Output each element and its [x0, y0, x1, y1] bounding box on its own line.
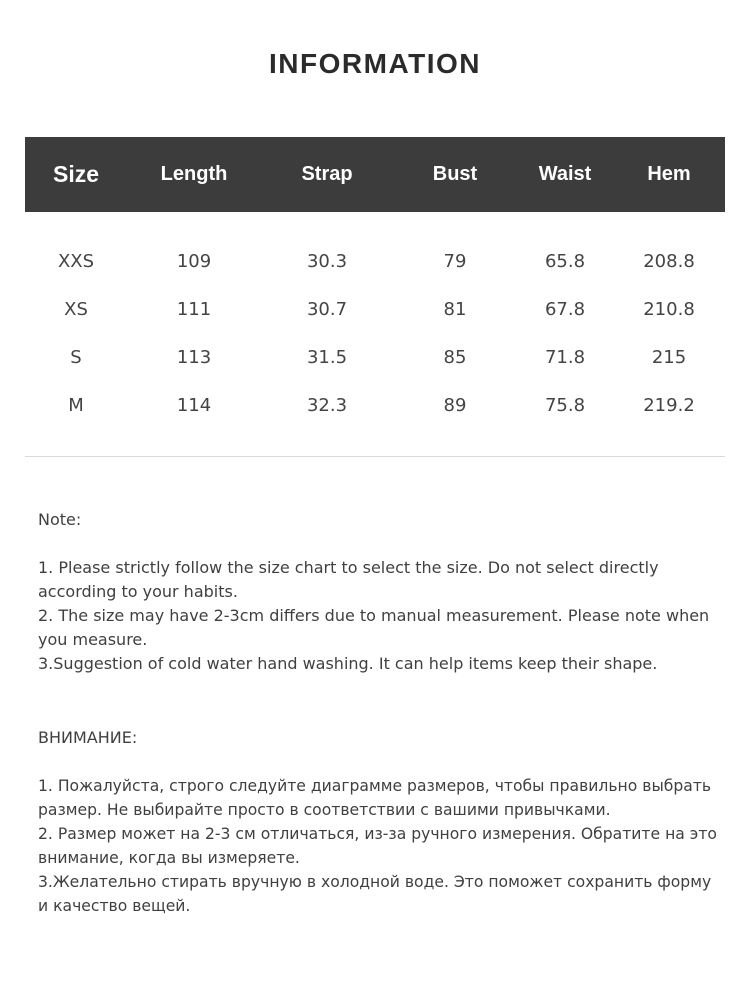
cell-hem: 208.8 — [643, 250, 695, 272]
cell-bust: 89 — [443, 394, 467, 416]
table-row — [25, 237, 725, 285]
cell-waist: 75.8 — [544, 394, 586, 416]
cell-size: XXS — [57, 250, 95, 272]
header-size: Size — [52, 161, 100, 187]
header-bust: Bust — [432, 163, 478, 185]
cell-strap: 31.5 — [306, 346, 348, 368]
table-header-row — [25, 137, 725, 212]
notes-heading: ВНИМАНИЕ: — [38, 728, 138, 747]
notes-russian — [38, 726, 718, 918]
cell-hem: 215 — [651, 346, 687, 368]
cell-waist: 65.8 — [544, 250, 586, 272]
cell-bust: 85 — [443, 346, 467, 368]
cell-bust: 79 — [443, 250, 467, 272]
cell-length: 114 — [176, 394, 212, 416]
cell-waist: 67.8 — [544, 298, 586, 320]
note-item: 3.Suggestion of cold water hand washing. It can help items keep their shape. — [38, 654, 658, 673]
table-row — [25, 333, 725, 381]
section-divider — [25, 456, 725, 457]
header-waist: Waist — [538, 163, 592, 185]
note-item: 2. Размер может на 2-3 см отличаться, из-за ручного измерения. Обратите на это внимание, когда вы измеряете. — [38, 825, 717, 867]
cell-strap: 32.3 — [306, 394, 348, 416]
cell-length: 111 — [176, 298, 212, 320]
cell-strap: 30.7 — [306, 298, 348, 320]
header-length: Length — [160, 163, 228, 185]
note-item: 1. Please strictly follow the size chart to select the size. Do not select directly according to your habits. — [38, 558, 659, 601]
cell-length: 113 — [176, 346, 212, 368]
notes-english — [38, 508, 718, 676]
header-strap: Strap — [301, 163, 353, 185]
table-row — [25, 285, 725, 333]
notes-heading: Note: — [38, 510, 82, 529]
cell-hem: 210.8 — [643, 298, 695, 320]
cell-waist: 71.8 — [544, 346, 586, 368]
page-title: INFORMATION — [269, 48, 481, 79]
table-row — [25, 381, 725, 429]
cell-hem: 219.2 — [643, 394, 695, 416]
note-item: 3.Желательно стирать вручную в холодной воде. Это поможет сохранить форму и качество вещей. — [38, 873, 712, 915]
cell-size: S — [70, 346, 82, 368]
cell-bust: 81 — [443, 298, 467, 320]
cell-length: 109 — [176, 250, 212, 272]
cell-size: M — [68, 394, 84, 416]
header-hem: Hem — [647, 163, 691, 185]
size-table — [25, 137, 725, 429]
table-body — [25, 212, 725, 429]
note-item: 1. Пожалуйста, строго следуйте диаграмме размеров, чтобы правильно выбрать размер. Не выбирайте просто в соответствии с вашими привычками. — [38, 777, 712, 819]
note-item: 2. The size may have 2-3cm differs due to manual measurement. Please note when you measure. — [38, 606, 710, 649]
cell-strap: 30.3 — [306, 250, 348, 272]
cell-size: XS — [64, 298, 88, 320]
